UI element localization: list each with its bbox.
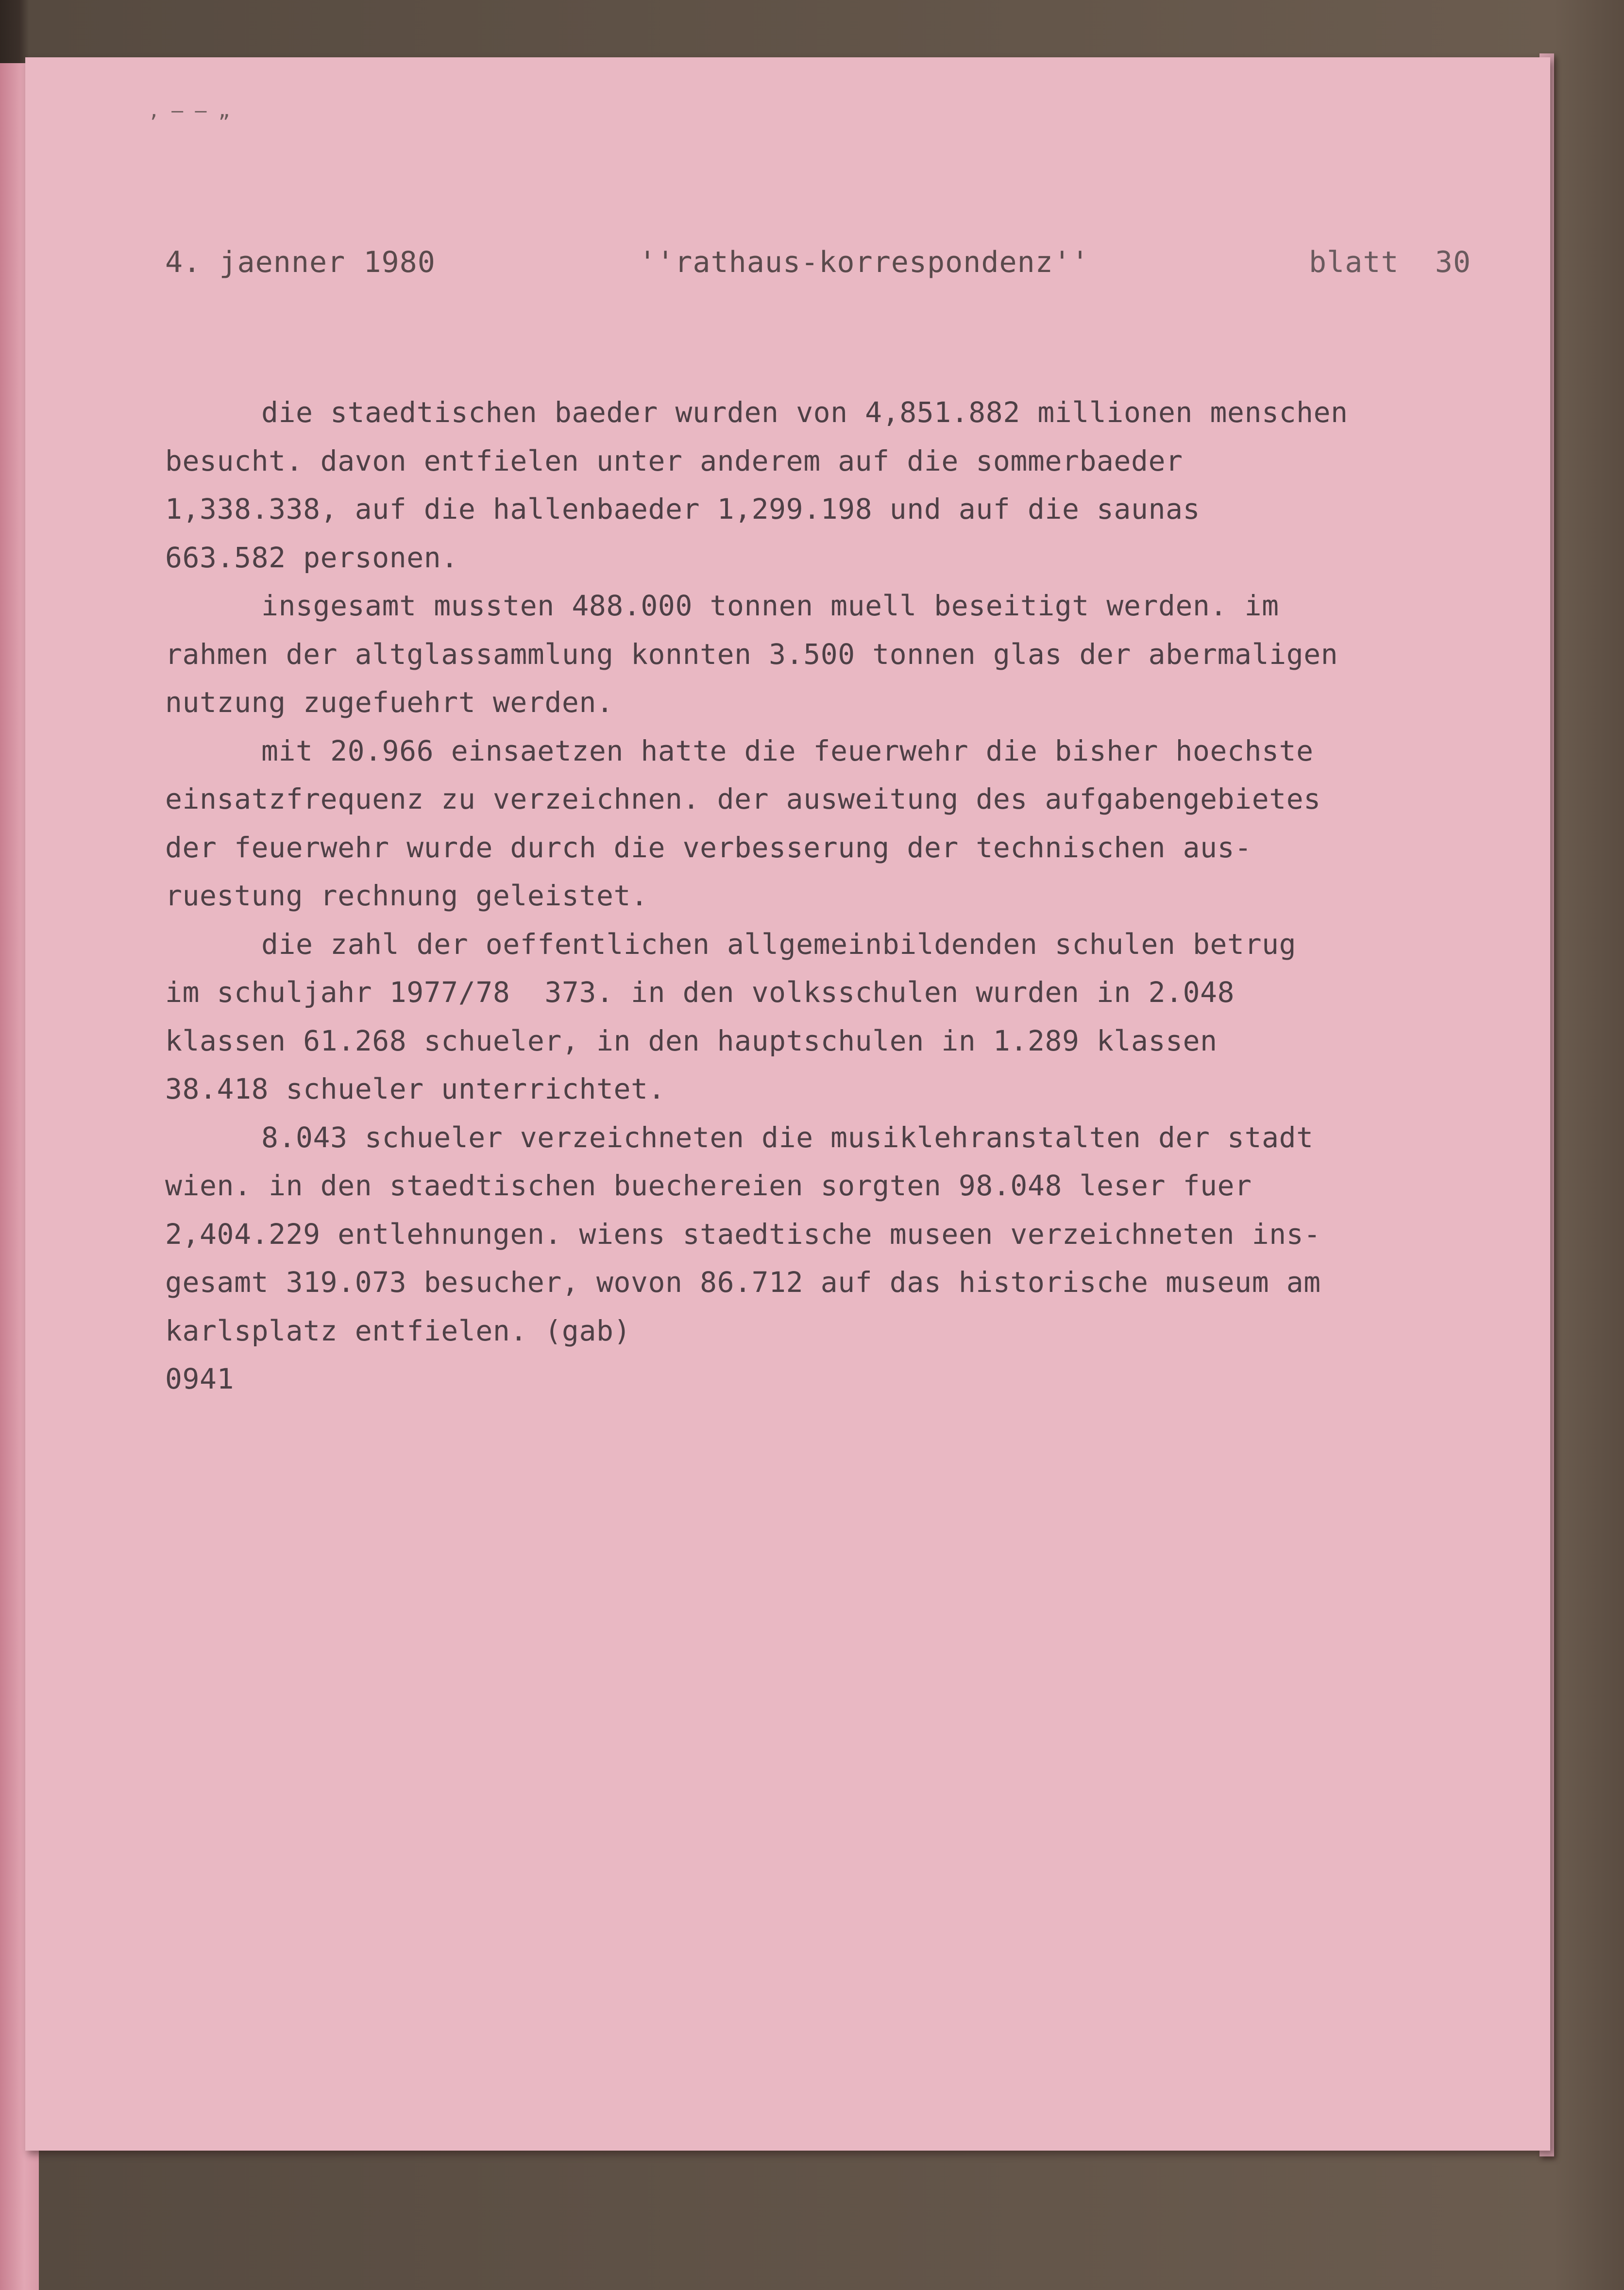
text-line: mit 20.966 einsaetzen hatte die feuerwehr die bisher hoechste (261, 734, 1314, 767)
text-line: 663.582 personen. (165, 541, 458, 574)
text-line: einsatzfrequenz zu verzeichnen. der ausweitung des aufgabengebietes (165, 782, 1321, 815)
text-line: 8.043 schueler verzeichneten die musiklehranstalten der stadt (261, 1120, 1314, 1154)
text-line: 38.418 schueler unterrichtet. (165, 1072, 666, 1105)
text-line: wien. in den staedtischen buechereien sorgten 98.048 leser fuer (165, 1169, 1252, 1202)
document-body (165, 389, 1535, 1404)
text-line: gesamt 319.073 besucher, wovon 86.712 auf das historische museum am (165, 1266, 1321, 1299)
text-line: die staedtischen baeder wurden von 4,851.882 millionen menschen (261, 396, 1348, 429)
text-line: karlsplatz entfielen. (gab) (165, 1314, 631, 1347)
header-page-number: blatt 30 (1309, 245, 1472, 279)
text-line: 2,404.229 entlehnungen. wiens staedtische museen verzeichneten ins- (165, 1217, 1321, 1251)
text-line: die zahl der oeffentlichen allgemeinbildenden schulen betrug (261, 927, 1297, 961)
text-line: der feuerwehr wurde durch die verbesserung der technischen aus- (165, 831, 1252, 864)
text-line: klassen 61.268 schueler, in den hauptschulen in 1.289 klassen (165, 1024, 1218, 1057)
header-title: ''rathaus-korrespondenz'' (639, 245, 1090, 279)
text-line: 1,338.338, auf die hallenbaeder 1,299.198 und auf die saunas (165, 492, 1201, 526)
text-line: besucht. davon entfielen unter anderem auf die sommerbaeder (165, 444, 1183, 477)
pencil-mark: ‚ – – „ (148, 100, 230, 122)
header-date: 4. jaenner 1980 (165, 245, 436, 279)
text-line: 0941 (165, 1362, 235, 1395)
text-line: rahmen der altglassammlung konnten 3.500 tonnen glas der abermaligen (165, 637, 1338, 671)
text-line: insgesamt mussten 488.000 tonnen muell beseitigt werden. im (261, 589, 1279, 622)
text-line: ruestung rechnung geleistet. (165, 879, 648, 912)
text-line: im schuljahr 1977/78 373. in den volksschulen wurden in 2.048 (165, 976, 1235, 1009)
text-line: nutzung zugefuehrt werden. (165, 686, 614, 719)
